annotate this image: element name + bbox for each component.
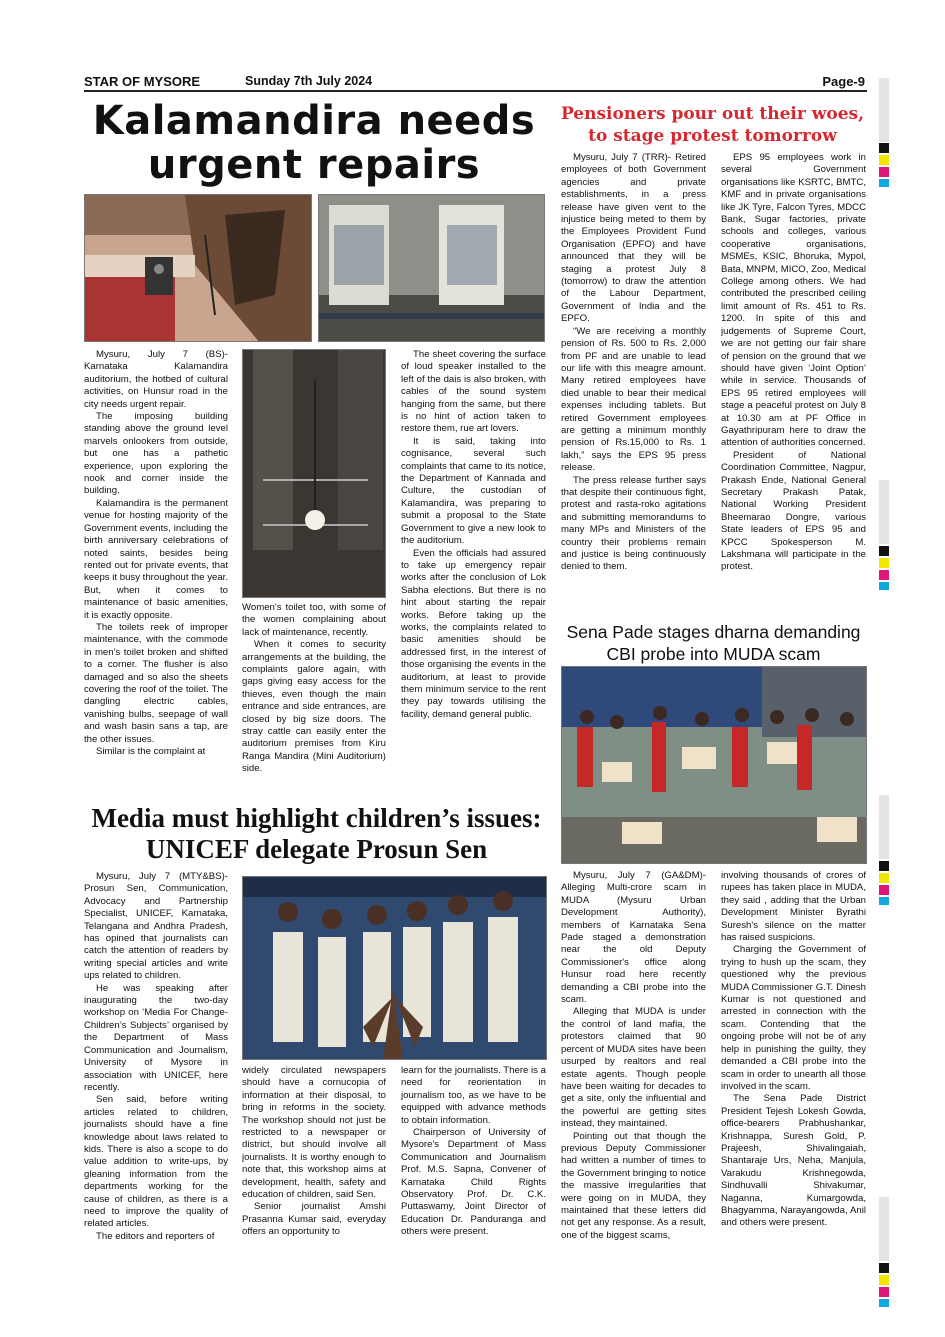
paragraph: Senior journalist Amshi Prasanna Kumar said, everyday offers an opportunity to [242, 1201, 386, 1238]
pensioners-headline [555, 103, 870, 147]
paragraph: widely circulated newspapers should have a cornucopia of information at their disposal, to bring in reforms in the society. The workshop should not just be restricted to a newspaper or district, but should involve all journalists. It is worthy enough to note that, this workshop aims at development, health, safety and education of children, said Sen. [242, 1065, 386, 1201]
newspaper-name: STAR OF MYSORE [84, 74, 201, 89]
sena-pade-column-2 [721, 870, 866, 1262]
header-rule [84, 90, 867, 92]
paragraph: Even the officials had assured to take up emergency repair works after the conclusion of Lok Sabha elections. But there is no hint about starting the repair works. Before taking up the works, the complaints related to basic amenities should be addressed first, in the interest of those organising the events in the auditorium, at least to provide them minimum service to the rent they pay towards utilising the facility, demand general public. [401, 547, 546, 720]
paragraph: Charging the Government of trying to hush up the scam, they questioned why the previous MUDA Commissioner G.T. Dinesh Kumar is not questioned and arrested in connection with the scam. Contending that the ongoing probe will not be of any help in punishing the guilty, they demanded a CBI probe into the scam in order to unearth all those involved in the scam. [721, 944, 866, 1092]
unicef-headline [84, 803, 549, 865]
unicef-headline-line-2: UNICEF delegate Prosun Sen [145, 834, 488, 864]
sena-pade-headline-line-2: CBI probe into MUDA scam [606, 644, 821, 664]
sena-pade-headline [556, 621, 871, 665]
kalamandira-headline: Kalamandira needs urgent repairs [92, 98, 536, 188]
page-number: Page-9 [822, 74, 865, 89]
paragraph: “We are receiving a monthly pension of Rs. 500 to Rs. 2,000 from PF and are unable to lead our life with this meagre amount. Many retired employees have died unable to bear their medical expenses including tablets. But retired Government employees are getting a minimum monthly pension of Rs.15,000 to Rs. 1 lakh,” says the EPS 95 press release. [561, 325, 706, 474]
unicef-column-2 [242, 1065, 386, 1263]
paragraph: Mysuru, July 7 (BS)- Karnataka Kalamandira auditorium, the hotbed of cultural activities, on Hunsur road in the city needs urgent repair. [84, 349, 228, 410]
unicef-headline-line-1: Media must highlight children’s issues: [91, 803, 542, 833]
paragraph: Mysuru, July 7 (MTY&BS)- Prosun Sen, Communication, Advocacy and Partnership Specialist, UNICEF, Karnataka, Telangana and Andhra Pradesh, has opined that journalists can catch the attention of readers by writing special articles and write ups related to children. [84, 871, 228, 982]
paragraph: Women's toilet too, with some of the women complaining about lack of maintenance, recently. [242, 602, 386, 638]
kalamandira-column-2 [242, 602, 386, 799]
paragraph: involving thousands of crores of rupees has taken place in MUDA, they said , adding that the Urban Development Minister Byrathi Suresh's silence on the matter has raised suspicions. [721, 870, 866, 944]
paragraph: The Sena Pade District President Tejesh Lokesh Gowda, office-bearers Prabhushankar, Krishnappa, Suresh Gold, P. Prajeesh, Shivalingaiah, Shantaraje Urs, Neha, Manjula, Varakudu Krishnegowda, Sindhuvalli Shivakumar, Naganna, Kumargowda, Bhagyamma, Narayangowda, Anil and others were present. [721, 1093, 866, 1229]
kalamandira-speaker-photo [84, 194, 312, 342]
kalamandira-toilet-photo [318, 194, 545, 342]
paragraph: It is said, taking into cognisance, several such complaints that came to its notice, the Department of Kannada and Culture, the custodian of Kalamandira, was preparing to submit a proposal to the State Government to give a new look to the auditorium. [401, 435, 546, 547]
sena-pade-protest-photo [561, 666, 867, 864]
pensioners-column-1 [561, 152, 706, 614]
paragraph: The press release further says that despite their continuous fight, protest and rasta-roko agitations and submitting memorandums to many MPs and Ministers of the country their problems remain and justice is being continuously denied to them. [561, 474, 706, 573]
paragraph: The sheet covering the surface of loud speaker installed to the left of the dais is also broken, with cables of the sound system hanging from the same, but there is no hint of action taken to restore them, rue art lovers. [401, 349, 546, 435]
issue-date: Sunday 7th July 2024 [245, 74, 373, 88]
sena-pade-headline-line-1: Sena Pade stages dharna demanding [566, 622, 861, 642]
paragraph: Mysuru, July 7 (GA&DM)- Alleging Multi-crore scam in MUDA (Mysuru Urban Development Authority), members of Karnataka Sena Pade staged a demonstration near the old Deputy Commissioner's office along Hunsur road here recently demanding a CBI probe into the scam. [561, 870, 706, 1006]
paragraph: He was speaking after inaugurating the two-day workshop on ‘Media For Change-Children’s Subjects’ organised by the Department of Mass Communication and Journalism, University of Mysore in association with UNICEF, here recently. [84, 982, 228, 1093]
unicef-column-3 [401, 1065, 546, 1263]
paragraph: When it comes to security arrangements at the building, the complaints galore again, with gaps giving easy access for the thieves, even though the main entrance and side entrances, are closed by big size doors. The stray cattle can easily enter the auditorium premises from Kiru Ranga Mandira (Mini Auditorium) side. [242, 639, 386, 775]
pensioners-headline-line-1: Pensioners pour out their woes, [560, 104, 865, 124]
paragraph: Similar is the complaint at [96, 746, 206, 757]
paragraph: The toilets reek of improper maintenance, with the commode in men's toilet broken and shifted to a corner. The flusher is also damaged and so also the sheets covering the roof of the toilet. The dangling electric cables, vanishing bulbs, seepage of wall and wash basin sans a tap, are the other issues. [84, 621, 228, 745]
pensioners-headline-line-2: to stage protest tomorrow [588, 126, 837, 146]
paragraph: learn for the journalists. There is a need for reorientation in journalism too, as we have to be equipped with advance methods to obtain information. [401, 1065, 546, 1126]
paragraph: Kalamandira is the permanent venue for hosting majority of the Government events, including the birth anniversary celebrations of noted saints, besides being rented out for private events, that keeps it busy throughout the year. But, when it comes to maintenance of basic amenities, it is exactly opposite. [84, 497, 228, 621]
paragraph: Pointing out that though the previous Deputy Commissioner had written a number of times to the Government bringing to notice the massive irregularities that were going on in MUDA, they maintained that these letters did not get any response. As a result, one of the biggest scams, [561, 1130, 706, 1241]
sena-pade-column-1 [561, 870, 706, 1262]
paragraph: Sen said, before writing articles related to children, journalists should have a fine knowledge about laws related to kids. There is also a scope to do value addition to write-ups, by gleaning information from the departments working for the cause of children, as there is a need to improve the quality of related articles. [84, 1094, 228, 1230]
paragraph: The imposing building standing above the ground level marvels onlookers from outside, but one has a pathetic experience, upon exploring the nook and corner inside the building. [84, 411, 228, 497]
unicef-column-1 [84, 871, 228, 1263]
kalamandira-column-3 [401, 349, 546, 799]
kalamandira-column-1 [84, 349, 228, 799]
paragraph: EPS 95 employees work in several Government organisations like KSRTC, BMTC, KMF and in private organisations like JK Tyre, Falcon Tyres, MDCC Bank, Sugar factories, private schools and colleges, various cooperative organisations, MSMEs, KSIC, Bhoruka, Mypol, Bata, MNPM, MICO, Zoo, Medical College among others. We had contributed the prescribed ceiling limit amount of Rs. 451 to Rs. 1200. In spite of this and judgements of Supreme Court, we are not getting our fair share of pension on the ground that we should have given ‘Joint Option’ while in service. Thousands of EPS 95 retired employees will stage a peaceful protest on July 8 at 10.30 am at PF Office in Gayathripuram here to draw the attention of authorities concerned. [721, 152, 866, 449]
paragraph: Mysuru, July 7 (TRR)- Retired employees of both Government agencies and private establishments, in a press release have given vent to the injustice being meted to them by the Employees Provident Fund Organisation (EPFO) and have announced that they will be staging a protest July 8 (tomorrow) to draw the attention of the Labour Department, Government of India and the EPFO. [561, 152, 706, 325]
paragraph: Chairperson of University of Mysore's Department of Mass Communication and Journalism Prof. M.S. Sapna, Convener of Karnataka Child Rights Observatory Prof. Dr. C.K. Puttaswamy, Joint Director of Education Dr. Panduranga and others were present. [401, 1127, 546, 1238]
paragraph: President of National Coordination Committee, Nagpur, Prakash Ende, National General Secretary Prakash Patak, National Working President Bheemarao Dongre, various State leaders of EPS 95 and KPCC Spokesperson M. Lakshmana will participate in the protest. [721, 449, 866, 573]
unicef-lamp-lighting-photo [242, 876, 547, 1060]
paragraph: Alleging that MUDA is under the control of land mafia, the protestors claimed that 90 percent of MUDA sites have been usurped by realtors and real estate agents. Though people have been waiting for decades to get a site, only the influential and the powerful are getting sites instead, they maintained. [561, 1006, 706, 1130]
kalamandira-ceiling-photo [242, 349, 386, 598]
paragraph: The editors and reporters of [96, 1230, 215, 1242]
pensioners-column-2 [721, 152, 866, 614]
